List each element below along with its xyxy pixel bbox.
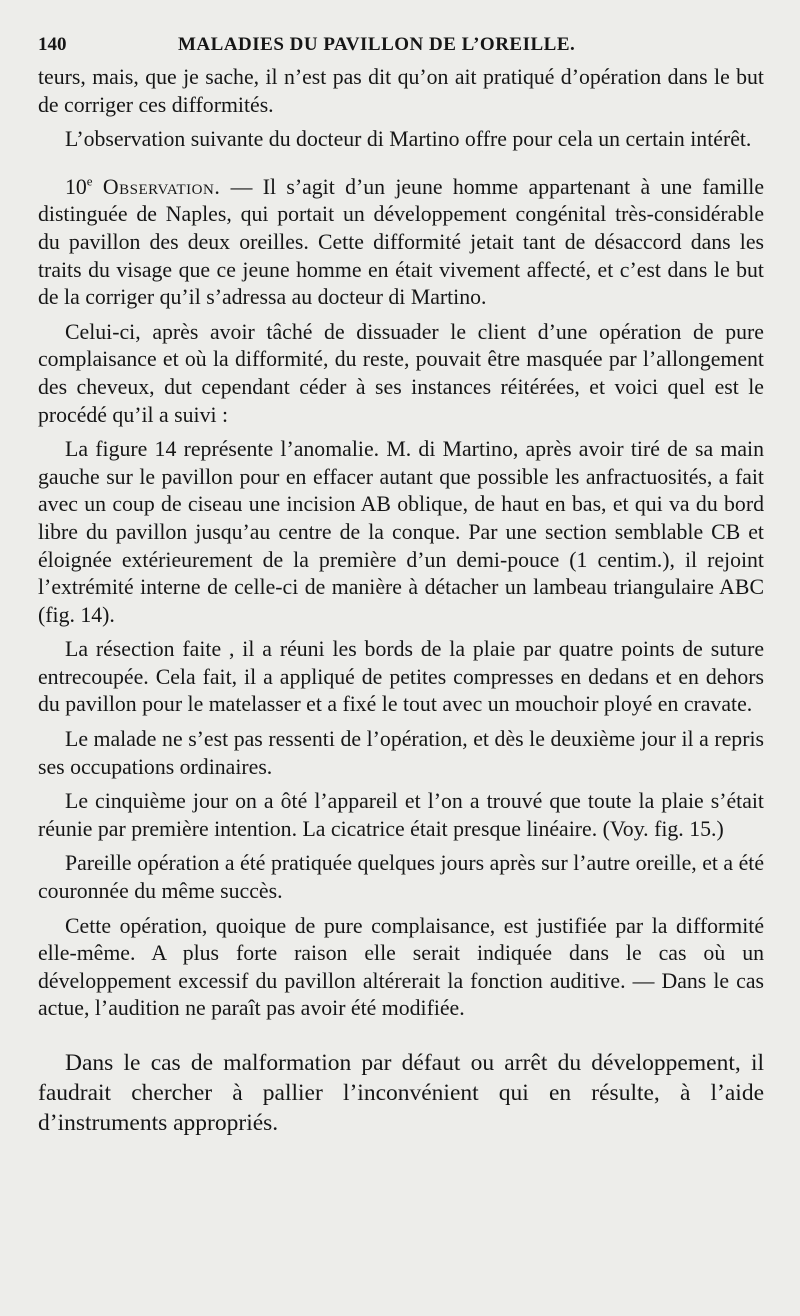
paragraph-fifth-day: Le cinquième jour on a ôté l’appareil et l’on a trouvé que toute la plaie s’était réunie par première intention. La cicatrice était presque linéaire. (Voy. fig. 15.) — [38, 789, 764, 841]
paragraph-recovery: Le malade ne s’est pas ressenti de l’opération, et dès le deuxième jour il a repris ses occupations ordinaires. — [38, 727, 764, 779]
paragraph-other-ear: Pareille opération a été pratiquée quelques jours après sur l’autre oreille, et a été couronnée du même succès. — [38, 851, 764, 904]
paragraph-malformation: Dans le cas de malformation par défaut ou arrêt du développement, il faudrait chercher à pallier l’inconvénient qui en résulte, à l’aide d’instruments appropriés. — [38, 1050, 764, 1136]
observation-label: Observation. — [102, 174, 221, 199]
paragraph-observation — [38, 174, 764, 312]
paragraph-continuation: teurs, mais, que je sache, il n’est pas dit qu’on ait pratiqué d’opération dans le but de corriger ces difformités. — [38, 65, 764, 117]
observation-number: 10 — [65, 174, 87, 199]
running-title: MALADIES DU PAVILLON DE L’OREILLE. — [178, 34, 576, 55]
paragraph-dissuade: Celui-ci, après avoir tâché de dissuader le client d’une opération de pure complaisance et où la difformité, du reste, pouvait être masquée par l’allongement des cheveux, dut cependant céder à ses instances réitérées, et voici quel est le procédé qu’il a suivi : — [38, 319, 764, 427]
observation-ordinal-suffix: e — [86, 173, 93, 189]
page-number: 140 — [38, 34, 67, 55]
observation-text: — Il s’agit d’un jeune homme appartenant à une famille distinguée de Naples, qui portait un développement congénital très-considérable du pavillon des deux oreilles. Cette difformité jetait tant de désaccord dans les traits du visage que ce jeune homme en était vivement affecté, et c’est dans le but de la corriger qu’il s’adressa au docteur di Martino. — [38, 174, 764, 310]
paragraph-intro: L’observation suivante du docteur di Martino offre pour cela un certain intérêt. — [65, 127, 752, 152]
paragraph-justification: Cette opération, quoique de pure complaisance, est justifiée par la difformité elle-même. A plus forte raison elle serait indiquée dans le cas où un développement excessif du pavillon altérerait la fonction auditive. — Dans le cas actue, l’audition ne paraît pas avoir été modifiée. — [38, 913, 764, 1021]
running-header — [38, 34, 764, 64]
paragraph-figure-14: La figure 14 représente l’anomalie. M. di Martino, après avoir tiré de sa main gauche sur le pavillon pour en effacer autant que possible les anfractuosités, a fait avec un coup de ciseau une incision AB oblique, de haut en bas, et qui va du bord libre du pavillon jusqu’au centre de la conque. Par une section semblable CB et éloignée extérieurement de la première d’un demi-pouce (1 centim.), il rejoint l’extrémité interne de celle-ci de manière à détacher un lambeau triangulaire ABC (fig. 14). — [38, 437, 764, 627]
paragraph-resection: La résection faite , il a réuni les bords de la plaie par quatre points de suture entrecoupée. Cela fait, il a appliqué de petites compresses en dedans et en dehors du pavillon pour le matelasser et a fixé le tout avec un mouchoir ployé en cravate. — [38, 637, 764, 717]
